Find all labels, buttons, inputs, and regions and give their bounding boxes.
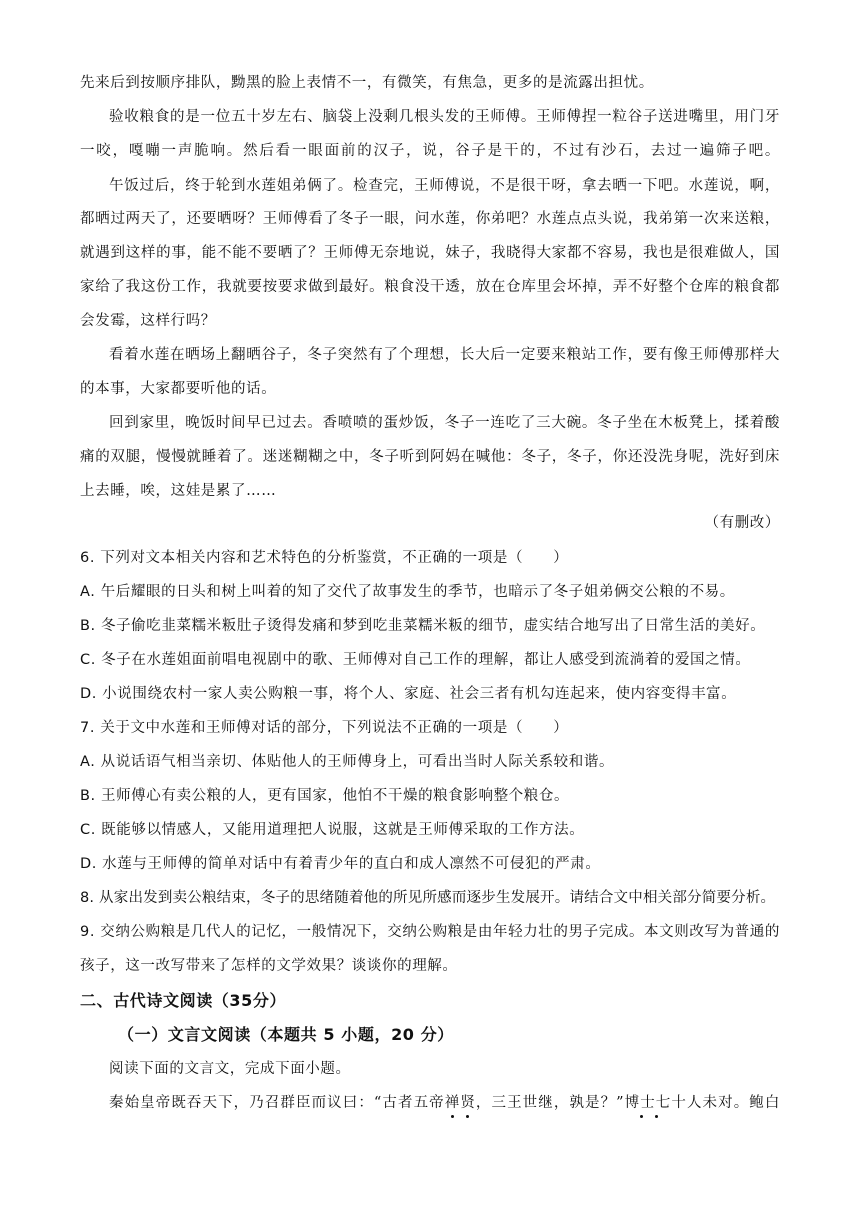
emphasis-dot: [655, 1115, 658, 1118]
story-line: 家给了我这份工作，我就要按要求做到最好。粮食没干透，放在仓库里会坏掉，弄不好整个仓库的粮食都: [80, 279, 780, 295]
story-line: 痛的双腿，慢慢就睡着了。迷迷糊糊之中，冬子听到阿妈在喊他：冬子，冬子，你还没洗身呢，洗好到床: [80, 449, 780, 465]
question-7-option-d: D. 水莲与王师傅的简单对话中有着青少年的直白和成人凛然不可侵犯的严肃。: [80, 856, 601, 872]
source-note: （有删改）: [704, 515, 780, 531]
reading-instruction: 阅读下面的文言文，完成下面小题。: [109, 1061, 351, 1077]
question-9-cont: 孩子，这一改写带来了怎样的文学效果？谈谈你的理解。: [80, 958, 458, 974]
story-line: 就遇到这样的事，能不能不要晒了？王师傅无奈地说，妹子，我晓得大家都不容易，我也是很难做人，国: [80, 245, 780, 261]
story-line: 回到家里，晚饭时间早已过去。香喷喷的蛋炒饭，冬子一连吃了三大碗。冬子坐在木板凳上，揉着酸: [109, 415, 780, 431]
story-line: 先来后到按顺序排队，黝黑的脸上表情不一，有微笑，有焦急，更多的是流露出担忧。: [80, 75, 654, 91]
story-line: 的本事，大家都要听他的话。: [80, 381, 277, 397]
emphasis-dot: [640, 1115, 643, 1118]
question-6: 6. 下列对文本相关内容和艺术特色的分析鉴赏，不正确的一项是（ ）: [80, 550, 569, 566]
classical-text-line: 秦始皇帝既吞天下，乃召群臣而议曰：“古者五帝禅贤，三王世继，孰是？”博士七十人未对。鲍白: [109, 1095, 780, 1111]
question-7-option-c: C. 既能够以情感人，又能用道理把人说服，这就是王师傅采取的工作方法。: [80, 822, 585, 838]
question-6-option-c: C. 冬子在水莲姐面前唱电视剧中的歌、王师傅对自己工作的理解，都让人感受到流淌着的爱国之情。: [80, 652, 751, 668]
story-line: 会发霉，这样行吗？: [80, 313, 216, 329]
question-7: 7. 关于文中水莲和王师傅对话的部分，下列说法不正确的一项是（ ）: [80, 720, 569, 736]
subsection-title: （一）文言文阅读（本题共 5 小题，20 分）: [118, 1025, 454, 1044]
question-7-option-b: B. 王师傅心有卖公粮的人，更有国家，他怕不干燥的粮食影响整个粮仓。: [80, 788, 570, 804]
question-6-option-b: B. 冬子偷吃韭菜糯米粄肚子烫得发痛和梦到吃韭菜糯米粄的细节，虚实结合地写出了日常生活的美好。: [80, 618, 766, 634]
question-6-option-d: D. 小说围绕农村一家人卖公购粮一事，将个人、家庭、社会三者有机勾连起来，使内容变得丰富。: [80, 686, 737, 702]
question-9: 9. 交纳公购粮是几代人的记忆，一般情况下，交纳公购粮是由年轻力壮的男子完成。本文则改写为普通的: [80, 924, 780, 940]
emphasis-dot: [466, 1115, 469, 1118]
story-line: 上去睡，唉，这娃是累了……: [80, 483, 277, 499]
question-7-option-a: A. 从说话语气相当亲切、体贴他人的王师傅身上，可看出当时人际关系较和谐。: [80, 754, 615, 770]
story-line: 一咬，嘎嘣一声脆响。然后看一眼面前的汉子，说，谷子是干的，不过有沙石，去过一遍筛子吧。: [80, 143, 780, 159]
story-line: 验收粮食的是一位五十岁左右、脑袋上没剩几根头发的王师傅。王师傅捏一粒谷子送进嘴里，用门牙: [109, 109, 780, 125]
question-6-option-a: A. 午后耀眼的日头和树上叫着的知了交代了故事发生的季节，也暗示了冬子姐弟俩交公粮的不易。: [80, 584, 735, 600]
story-line: 午饭过后，终于轮到水莲姐弟俩了。检查完，王师傅说，不是很干呀，拿去晒一下吧。水莲说，啊，: [109, 178, 780, 194]
story-line: 看着水莲在晒场上翻晒谷子，冬子突然有了个理想，长大后一定要来粮站工作，要有像王师傅那样大: [109, 347, 780, 363]
emphasis-dot: [451, 1115, 454, 1118]
story-line: 都晒过两天了，还要晒呀？王师傅看了冬子一眼，问水莲，你弟吧？水莲点点头说，我弟第一次来送粮，: [80, 211, 780, 227]
section-title: 二、古代诗文阅读（35分）: [80, 991, 287, 1010]
question-8: 8. 从家出发到卖公粮结束，冬子的思绪随着他的所见所感而逐步生发展开。请结合文中相关部分简要分析。: [80, 890, 776, 906]
